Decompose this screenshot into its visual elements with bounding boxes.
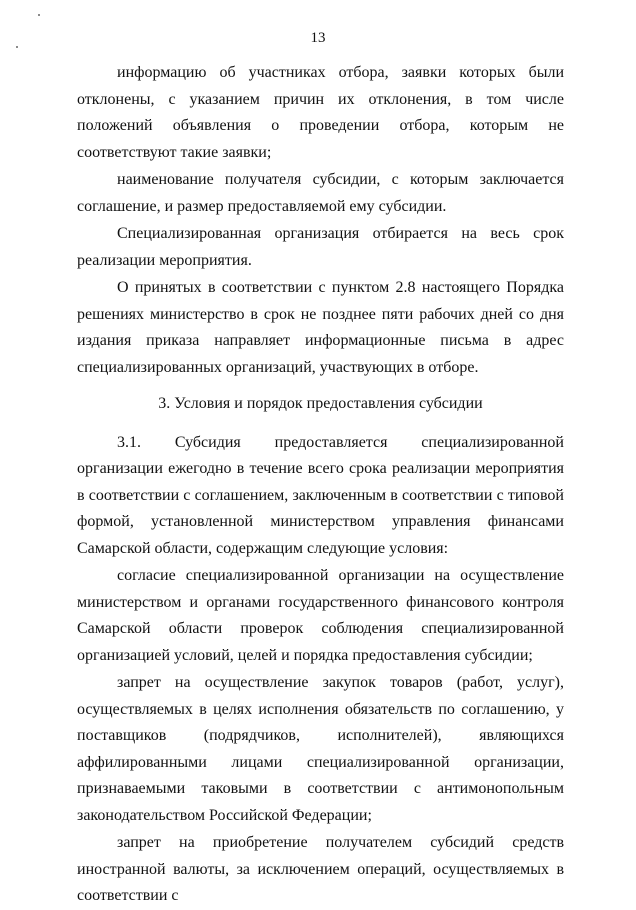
scan-speck xyxy=(38,14,40,16)
paragraph: запрет на приобретение получателем субсидий средств иностранной валюты, за исключением операций, осуществляемых в соответствии с xyxy=(77,834,564,904)
section-heading: 3. Условия и порядок предоставления субсидии xyxy=(158,395,483,412)
paragraph: информацию об участниках отбора, заявки которых были отклонены, с указанием причин их отклонения, в том числе положений объявления о проведении отбора, которым не соответствуют такие заявки; xyxy=(77,64,564,161)
paragraph: Специализированная организация отбирается на весь срок реализации мероприятия. xyxy=(77,225,564,269)
paragraph: согласие специализированной организации на осуществление министерством и органами государственного финансового контроля Самарской области проверок соблюдения специализированной организацией условий, целей и порядка предоставления субсидии; xyxy=(77,567,564,664)
page-number: 13 xyxy=(310,30,326,46)
paragraph: 3.1. Субсидия предоставляется специализированной организации ежегодно в течение всего срока реализации мероприятия в соответствии с соглашением, заключенным в соответствии с типовой формой, установленной министерством управления финансами Самарской области, содержащим следующие условия: xyxy=(77,433,564,557)
document-body xyxy=(77,60,564,910)
paragraph: запрет на осуществление закупок товаров (работ, услуг), осуществляемых в целях исполнения обязательств по соглашению, у поставщиков (подрядчиков, исполнителей), являющихся аффилированными лицами специализированной организации, признаваемыми таковыми в соответствии с антимонопольным законодательством Российской Федерации; xyxy=(77,674,564,824)
paragraph: наименование получателя субсидии, с которым заключается соглашение, и размер предоставляемой ему субсидии. xyxy=(77,171,564,215)
paragraph: О принятых в соответствии с пунктом 2.8 настоящего Порядка решениях министерство в срок не позднее пяти рабочих дней со дня издания приказа направляет информационные письма в адрес специализированных организаций, участвующих в отборе. xyxy=(77,279,564,376)
